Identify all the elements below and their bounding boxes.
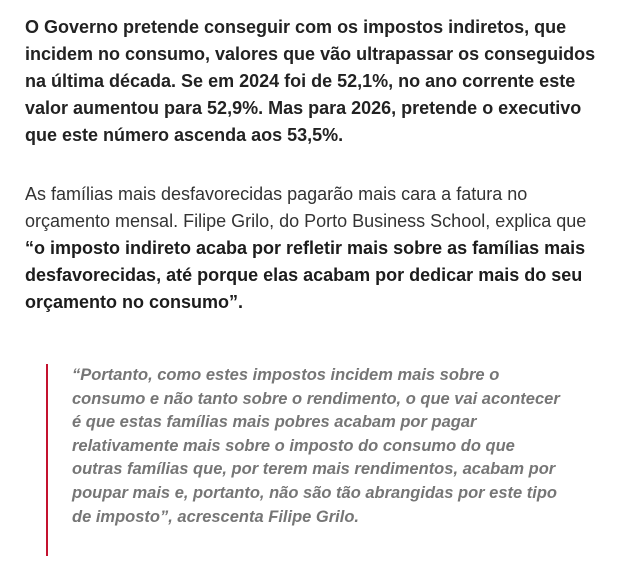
article-body <box>25 14 597 316</box>
pull-quote <box>46 364 566 556</box>
pull-quote-text: “Portanto, como estes impostos incidem mais sobre o consumo e não tanto sobre o rendimento, o que vai acontecer é que estas famílias mais pobres acabam por pagar relativamente mais sobre o imposto do consumo do que outras famílias que, por terem mais rendimentos, acabam por poupar mais e, portanto, não são tão abrangidas por este tipo de imposto”, acrescenta Filipe Grilo. <box>72 366 560 526</box>
paragraph-quoted-text: “o imposto indireto acaba por refletir mais sobre as famílias mais desfavorecidas, até porque elas acabam por dedicar mais do seu orçamento no consumo”. <box>25 238 586 312</box>
article-paragraph-secondary <box>25 181 597 316</box>
article-paragraph-lead: O Governo pretende conseguir com os impostos indiretos, que incidem no consumo, valores que vão ultrapassar os conseguidos na última década. Se em 2024 foi de 52,1%, no ano corrente este valor aumentou para 52,9%. Mas para 2026, pretende o executivo que este número ascenda aos 53,5%. <box>25 17 596 145</box>
paragraph-intro-text: As famílias mais desfavorecidas pagarão mais cara a fatura no orçamento mensal. Filipe Grilo, do Porto Business School, explica que <box>25 184 587 231</box>
